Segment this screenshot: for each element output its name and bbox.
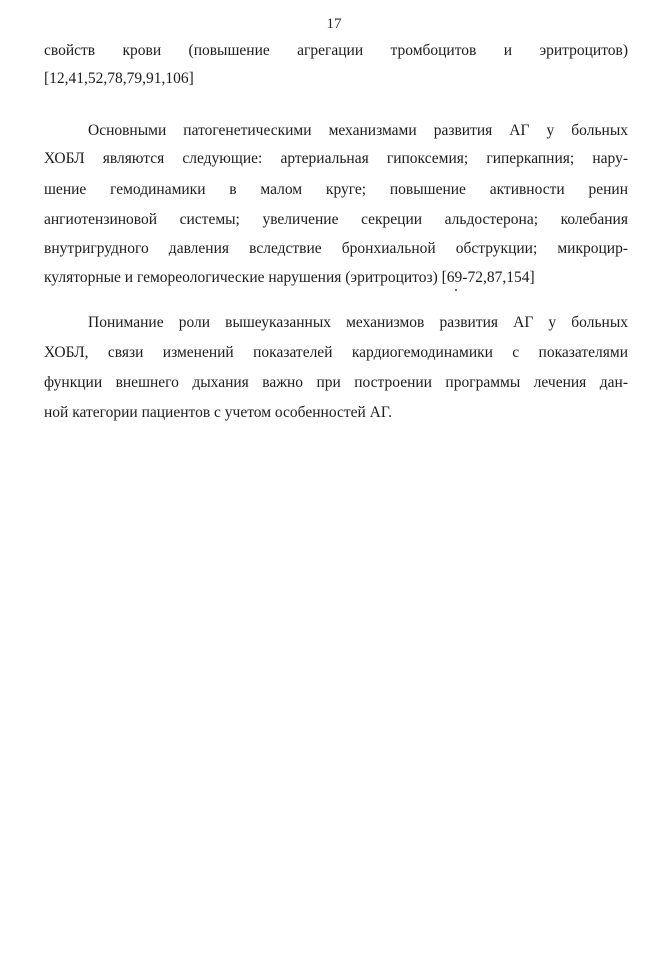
paragraph-3-line-2: ХОБЛ, связи изменений показателей кардиогемодинамики с показателями (44, 344, 628, 361)
page-number: 17 (326, 16, 342, 32)
paragraph-2-line-2: ХОБЛ являются следующие: артериальная гипоксемия; гиперкапния; нару- (44, 150, 628, 167)
paragraph-2-line-3: шение гемодинамики в малом круге; повышение активности ренин (44, 181, 628, 198)
paragraph-2-line-4: ангиотензиновой системы; увеличение секреции альдостерона; колебания (44, 211, 628, 228)
paragraph-3-line-3: функции внешнего дыхания важно при построении программы лечения дан- (44, 374, 628, 391)
paragraph-2-line-1: Основными патогенетическими механизмами развития АГ у больных (88, 122, 628, 139)
paragraph-2-line-5: внутригрудного давления вследствие бронхиальной обструкции; микроцир- (44, 240, 628, 257)
paragraph-3-line-1: Понимание роли вышеуказанных механизмов развития АГ у больных (88, 314, 628, 331)
paragraph-1-line-1: свойств крови (повышение агрегации тромбоцитов и эритроцитов) (44, 42, 628, 59)
paragraph-2-line-6: куляторные и гемореологические нарушения (эритроцитоз) [69-72,87,154] (44, 269, 535, 286)
paragraph-1-line-2: [12,41,52,78,79,91,106] (44, 70, 194, 87)
scan-dot (455, 289, 457, 291)
paragraph-3-line-4: ной категории пациентов с учетом особенностей АГ. (44, 404, 392, 421)
